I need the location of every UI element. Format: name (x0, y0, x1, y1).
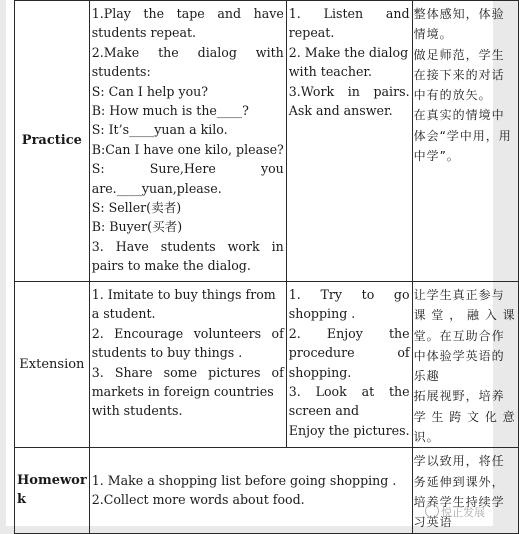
text-line: 3.Work in pairs. (288, 83, 410, 99)
text-line: 2. Encourage volunteers of (91, 325, 284, 341)
text-line: students to buy things . (91, 345, 243, 361)
text-line: S: Seller(卖者) (91, 200, 182, 216)
text-line: screen and (288, 403, 360, 419)
student-activities-extension (286, 282, 412, 448)
stage-line: Homewor (17, 473, 87, 489)
document-page (6, 0, 516, 530)
text-line: B: How much is the____? (91, 103, 249, 119)
text-line: 习英语 (413, 515, 453, 530)
text-line: B:Can I have one kilo, please? (91, 141, 284, 157)
text-line: B: Buyer(买者) (91, 219, 183, 235)
text-line: 学以致用，将任 (413, 454, 505, 469)
text-line: 乐趣 (413, 369, 440, 384)
text-line: S: Sure,Here you (91, 161, 284, 177)
text-line: 识。 (413, 430, 440, 445)
text-line: S: It’s____yuan a kilo. (91, 122, 228, 138)
text-line: 1. Make a shopping list before going shopping . (91, 473, 397, 489)
text-line: 1. Listen and (288, 6, 410, 21)
watermark-text: 悦正发展 (441, 506, 485, 519)
wechat-logo-icon (425, 504, 439, 518)
text-line: 在接下来的对话 (413, 67, 505, 82)
text-line: 2. Enjoy the (288, 325, 410, 341)
stage-cell-extension: Extension (15, 282, 90, 448)
watermark (425, 504, 485, 520)
text-line: 拓展视野，培养 (413, 389, 505, 404)
text-line: pairs to make the dialog. (91, 258, 251, 274)
teacher-activities-extension (89, 282, 286, 448)
text-line: 做足师范，学生 (413, 47, 505, 62)
text-line: procedure of (288, 345, 410, 361)
text-line: markets in foreign countries (91, 384, 274, 400)
stage-cell-practice: Practice (15, 1, 90, 282)
text-line: 让学生真正参与 (413, 288, 505, 302)
text-line: 2.Make the dialog with (91, 44, 284, 60)
text-line: shopping. (288, 364, 352, 380)
teacher-activities-homework (89, 448, 412, 533)
text-line: 1.Play the tape and have (91, 6, 284, 21)
text-line: Enjoy the pictures. (288, 422, 410, 438)
text-line: 情境。 (413, 27, 453, 42)
text-line: are.____yuan,please. (91, 180, 222, 196)
table-row-extension (15, 282, 519, 448)
text-line: with students. (91, 403, 183, 419)
text-line: 中体验学英语的 (413, 348, 505, 363)
text-line: repeat. (288, 25, 335, 41)
stage-line: k (17, 492, 27, 508)
lesson-plan-table (14, 0, 519, 534)
text-line: 中学”。 (413, 149, 460, 164)
text-line: 2. Make the dialog (288, 44, 409, 60)
text-line: with teacher. (288, 64, 373, 80)
text-line: 1. Try to go (288, 287, 410, 302)
text-line: students repeat. (91, 25, 197, 41)
text-line: 体会“学中用，用 (413, 128, 512, 143)
text-line: S: Can I help you? (91, 83, 209, 99)
purpose-extension (412, 282, 518, 448)
text-line: students: (91, 64, 151, 80)
text-line: 3. Look at the (288, 384, 410, 400)
text-line: 整体感知，体验 (413, 7, 505, 21)
text-line: 3. Share some pictures of (91, 364, 284, 380)
text-line: Ask and answer. (288, 103, 393, 119)
text-line: 3. Have students work in (91, 238, 284, 254)
text-line: 务延伸到课外， (413, 474, 505, 489)
text-line: 在真实的情境中 (413, 108, 505, 123)
table-row-homework (15, 448, 519, 533)
text-line: 2.Collect more words about food. (91, 492, 305, 508)
text-line: 中有的放矢。 (413, 88, 492, 103)
student-activities-practice (286, 1, 412, 282)
text-line: 学 生 跨 文 化 意 (413, 409, 516, 424)
table-row-practice (15, 1, 519, 282)
text-line: a student. (91, 306, 156, 322)
purpose-practice (412, 1, 518, 282)
teacher-activities-practice (89, 1, 286, 282)
stage-cell-homework (15, 448, 90, 533)
text-line: shopping . (288, 306, 356, 322)
text-line: 课 堂 ， 融 入 课 (413, 308, 516, 323)
text-line: 堂。在互助合作 (413, 328, 505, 343)
text-line: 1. Imitate to buy things from (91, 287, 276, 302)
purpose-homework (412, 448, 518, 533)
text-line: 培养学生持续学 (413, 494, 505, 509)
